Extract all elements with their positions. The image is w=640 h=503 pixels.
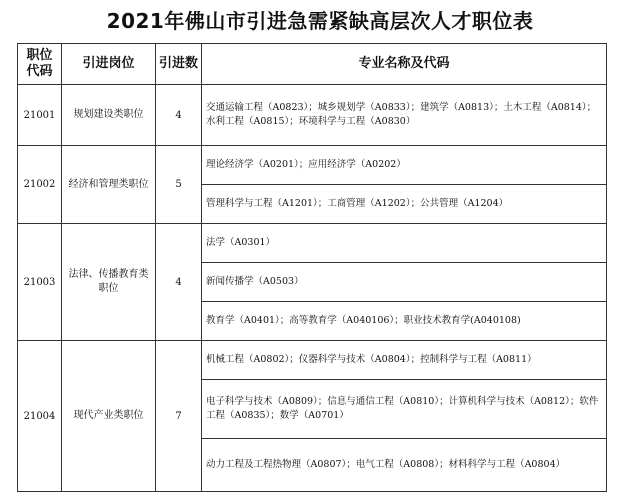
major-cell: 交通运输工程（A0823）；城乡规划学（A0833）；建筑学（A0813）；土木工程（A0814）；水利工程（A0815）；环境科学与工程（A0830） bbox=[202, 85, 607, 146]
position-name: 现代产业类职位 bbox=[62, 341, 156, 492]
header-post: 引进岗位 bbox=[62, 44, 156, 85]
major-cell: 法学（A0301） bbox=[202, 224, 607, 263]
table-row bbox=[18, 146, 607, 185]
position-code: 21001 bbox=[18, 85, 62, 146]
position-name: 规划建设类职位 bbox=[62, 85, 156, 146]
position-name: 经济和管理类职位 bbox=[62, 146, 156, 224]
major-cell: 管理科学与工程（A1201）；工商管理（A1202）；公共管理（A1204） bbox=[202, 185, 607, 224]
position-count: 4 bbox=[156, 224, 202, 341]
major-cell: 教育学（A0401）；高等教育学（A040106）；职业技术教育学(A040108) bbox=[202, 302, 607, 341]
major-cell: 理论经济学（A0201）；应用经济学（A0202） bbox=[202, 146, 607, 185]
table-row bbox=[18, 224, 607, 263]
major-cell: 机械工程（A0802）；仪器科学与技术（A0804）；控制科学与工程（A0811） bbox=[202, 341, 607, 380]
position-count: 4 bbox=[156, 85, 202, 146]
position-code: 21002 bbox=[18, 146, 62, 224]
header-major: 专业名称及代码 bbox=[202, 44, 607, 85]
position-code: 21003 bbox=[18, 224, 62, 341]
header-code bbox=[18, 44, 62, 85]
major-cell: 动力工程及工程热物理（A0807）；电气工程（A0808）；材料科学与工程（A0804） bbox=[202, 439, 607, 492]
header-count: 引进数 bbox=[156, 44, 202, 85]
header-code-line1: 职位 bbox=[26, 48, 53, 63]
position-code: 21004 bbox=[18, 341, 62, 492]
position-name: 法律、传播教育类职位 bbox=[62, 224, 156, 341]
position-count: 7 bbox=[156, 341, 202, 492]
table-row bbox=[18, 341, 607, 380]
header-code-line2: 代码 bbox=[26, 64, 53, 79]
major-cell: 电子科学与技术（A0809）；信息与通信工程（A0810）；计算机科学与技术（A0812）；软件工程（A0835）；数学（A0701） bbox=[202, 380, 607, 439]
table-header-row bbox=[18, 44, 607, 85]
position-count: 5 bbox=[156, 146, 202, 224]
table-row bbox=[18, 85, 607, 146]
positions-table bbox=[17, 43, 607, 492]
page-title: 2021年佛山市引进急需紧缺高层次人才职位表 bbox=[106, 9, 534, 33]
major-cell: 新闻传播学（A0503） bbox=[202, 263, 607, 302]
